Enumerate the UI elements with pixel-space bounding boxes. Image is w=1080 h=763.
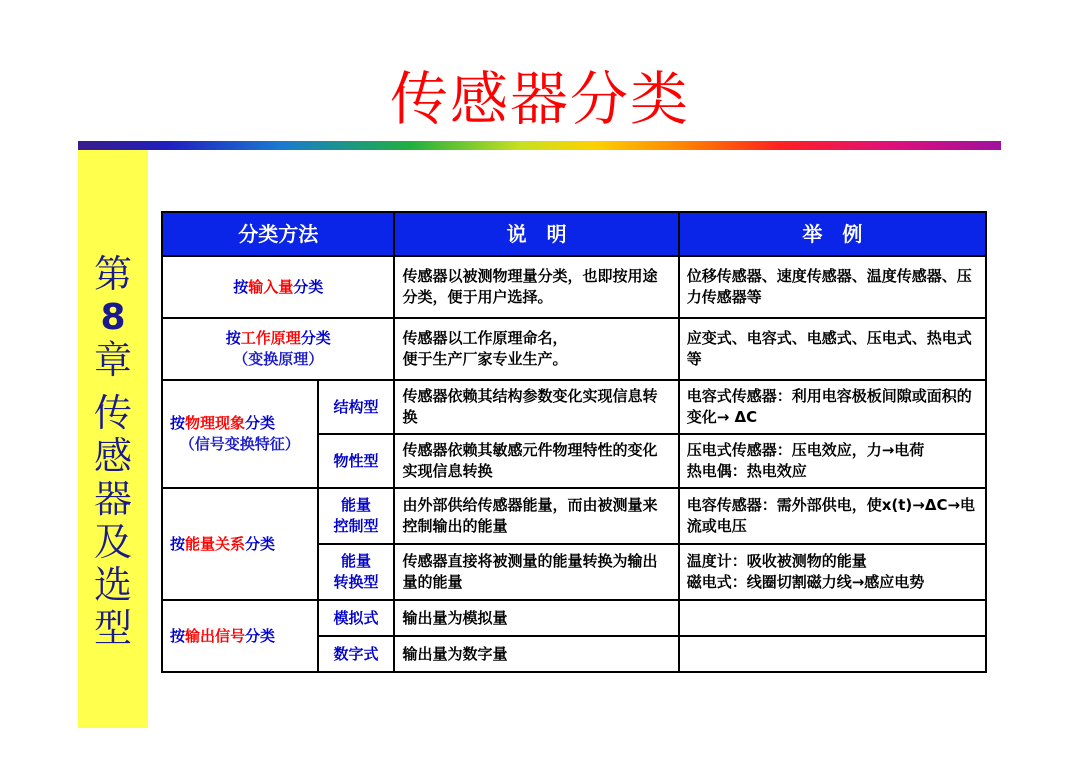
table-row — [162, 380, 986, 434]
rainbow-divider — [78, 141, 1001, 150]
example-cell: 温度计：吸收被测物的能量 磁电式：线圈切割磁力线→感应电势 — [679, 544, 986, 600]
subtype-cell: 物性型 — [318, 434, 395, 488]
method-cell: 按输入量分类 — [162, 256, 394, 318]
chapter-title-char: 传 — [93, 391, 132, 435]
subtype-cell: 能量 转换型 — [318, 544, 395, 600]
description-cell: 传感器以工作原理命名， 便于生产厂家专业生产。 — [394, 318, 678, 380]
method-cell: 按能量关系分类 — [162, 488, 318, 600]
chapter-label — [84, 253, 142, 650]
subtype-cell: 模拟式 — [318, 600, 395, 636]
example-cell — [679, 636, 986, 672]
example-cell: 电容传感器：需外部供电，使x(t)→ΔC→电流或电压 — [679, 488, 986, 544]
example-cell — [679, 600, 986, 636]
example-cell: 位移传感器、速度传感器、温度传感器、压力传感器等 — [679, 256, 986, 318]
chapter-title-char: 及 — [93, 520, 132, 564]
chapter-number: 8 — [100, 297, 126, 338]
subtype-cell: 结构型 — [318, 380, 395, 434]
table-row — [162, 488, 986, 544]
table-row — [162, 256, 986, 318]
description-cell: 传感器以被测物理量分类，也即按用途分类，便于用户选择。 — [394, 256, 678, 318]
subtype-cell: 数字式 — [318, 636, 395, 672]
slide-title: 传感器分类 — [389, 65, 690, 133]
description-cell: 传感器直接将被测量的能量转换为输出量的能量 — [394, 544, 678, 600]
description-cell: 由外部供给传感器能量，而由被测量来控制输出的能量 — [394, 488, 678, 544]
method-cell: 按工作原理分类 （变换原理） — [162, 318, 394, 380]
method-cell: 按物理现象分类 （信号变换特征） — [162, 380, 318, 488]
chapter-title-char: 器 — [93, 477, 132, 521]
chapter-title-char: 感 — [93, 434, 132, 478]
example-cell: 应变式、电容式、电感式、压电式、热电式等 — [679, 318, 986, 380]
method-cell: 按输出信号分类 — [162, 600, 318, 672]
chapter-prefix: 第 — [93, 252, 132, 296]
chapter-title-char: 型 — [93, 606, 132, 650]
subtype-cell: 能量 控制型 — [318, 488, 395, 544]
classification-table — [161, 211, 987, 673]
example-cell: 压电式传感器：压电效应，力→电荷 热电偶：热电效应 — [679, 434, 986, 488]
header-method: 分类方法 — [162, 212, 394, 256]
header-description: 说 明 — [394, 212, 678, 256]
description-cell: 传感器依赖其敏感元件物理特性的变化实现信息转换 — [394, 434, 678, 488]
table-header-row — [162, 212, 986, 256]
header-example: 举 例 — [679, 212, 986, 256]
description-cell: 输出量为模拟量 — [394, 600, 678, 636]
table-row — [162, 600, 986, 636]
description-cell: 输出量为数字量 — [394, 636, 678, 672]
description-cell: 传感器依赖其结构参数变化实现信息转换 — [394, 380, 678, 434]
table-row — [162, 318, 986, 380]
example-cell: 电容式传感器：利用电容极板间隙或面积的变化→ ΔC — [679, 380, 986, 434]
chapter-suffix: 章 — [93, 338, 132, 382]
chapter-title-char: 选 — [93, 563, 132, 607]
